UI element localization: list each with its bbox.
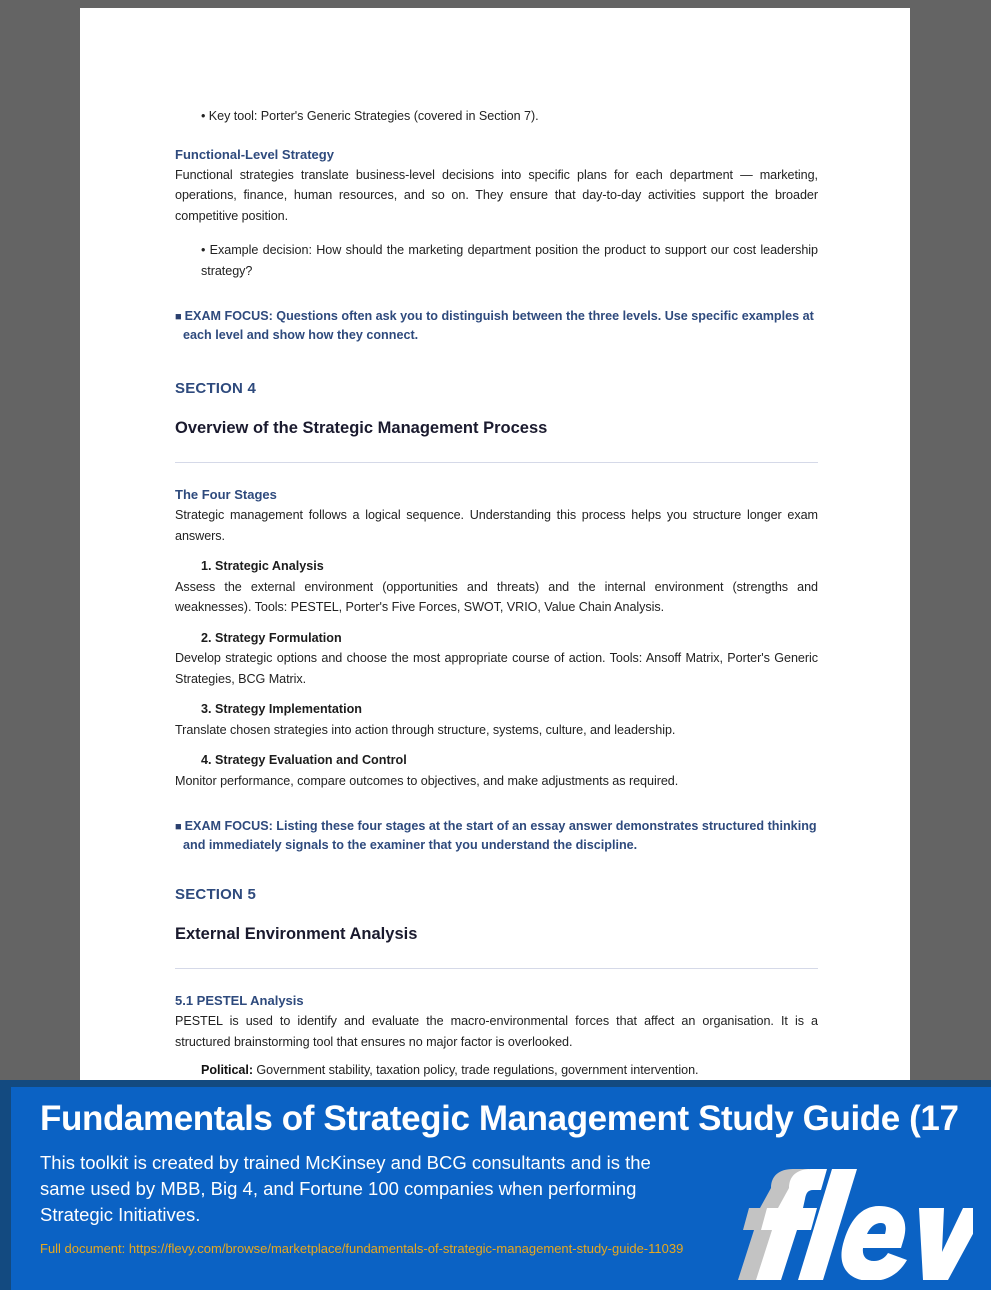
exam-focus-callout-2 (175, 817, 818, 854)
page-content (175, 106, 818, 1101)
example-decision-bullet: • Example decision: How should the marketing department position the product to support our cost leadership strategy? (201, 243, 818, 278)
pestel-item-political (175, 1060, 818, 1081)
pestel-analysis-heading: 5.1 PESTEL Analysis (175, 993, 304, 1008)
pestel-term-political: Political: (201, 1063, 253, 1077)
exam-focus-callout-1 (175, 307, 818, 344)
stage-2-body: Develop strategic options and choose the most appropriate course of action. Tools: Ansoff Matrix, Porter's Generic Strategies, BCG Matrix. (175, 651, 818, 686)
banner-document-url[interactable]: Full document: https://flevy.com/browse/marketplace/fundamentals-of-strategic-management-study-guide-11039 (40, 1241, 684, 1256)
banner-subtitle: This toolkit is created by trained McKinsey and BCG consultants and is the same used by MBB, Big 4, and Fortune 100 companies when performing Strategic Initiatives. (40, 1152, 651, 1225)
banner-title: Fundamentals of Strategic Management Study Guide (17 (40, 1099, 959, 1138)
section-5-title: External Environment Analysis (175, 925, 418, 943)
section-5-label: SECTION 5 (175, 886, 256, 903)
stage-3-heading: 3. Strategy Implementation (201, 702, 362, 716)
key-tool-bullet: • Key tool: Porter's Generic Strategies (covered in Section 7). (201, 109, 539, 123)
banner-top-accent-bar (0, 1080, 991, 1087)
stage-3-body: Translate chosen strategies into action through structure, systems, culture, and leadership. (175, 722, 676, 737)
stage-4-heading: 4. Strategy Evaluation and Control (201, 753, 407, 767)
section-4-title: Overview of the Strategic Management Process (175, 419, 548, 437)
section-4-label: SECTION 4 (175, 380, 256, 397)
flevy-logo (733, 1168, 973, 1280)
flevy-promo-banner (0, 1080, 991, 1290)
stage-2-heading: 2. Strategy Formulation (201, 630, 342, 645)
exam-focus-text-2: EXAM FOCUS: Listing these four stages at the start of an essay answer demonstrates structured thinking and immediately signals to the examiner that you understand the discipline. (183, 819, 817, 852)
stage-1-body: Assess the external environment (opportunities and threats) and the internal environment (strengths and weaknesses). Tools: PESTEL, Porter's Five Forces, SWOT, VRIO, Value Chain Analysis. (175, 579, 818, 614)
exam-focus-text: EXAM FOCUS: Questions often ask you to distinguish between the three levels. Use specific examples at each level and show how they connect. (183, 309, 814, 342)
banner-left-accent-bar (0, 1080, 11, 1290)
stage-4-body: Monitor performance, compare outcomes to objectives, and make adjustments as required. (175, 773, 679, 788)
exam-focus-square-icon-2: ■ (175, 821, 185, 833)
pestel-desc-political: Government stability, taxation policy, trade regulations, government intervention. (252, 1063, 699, 1077)
functional-level-strategy-paragraph: Functional strategies translate business-level decisions into specific plans for each department — marketing, operations, finance, human resources, and so on. They ensure that day-to-day activities support the broader competitive position. (175, 167, 818, 223)
exam-focus-square-icon: ■ (175, 311, 185, 323)
stage-1-heading: 1. Strategic Analysis (201, 559, 324, 573)
pestel-analysis-intro: PESTEL is used to identify and evaluate the macro-environmental forces that affect an organisation. It is a structured brainstorming tool that ensures no major factor is overlooked. (175, 1014, 818, 1049)
four-stages-intro: Strategic management follows a logical sequence. Understanding this process helps you structure longer exam answers. (175, 508, 818, 543)
functional-level-strategy-heading: Functional-Level Strategy (175, 146, 334, 162)
document-page (80, 8, 910, 1080)
four-stages-heading: The Four Stages (175, 487, 277, 502)
